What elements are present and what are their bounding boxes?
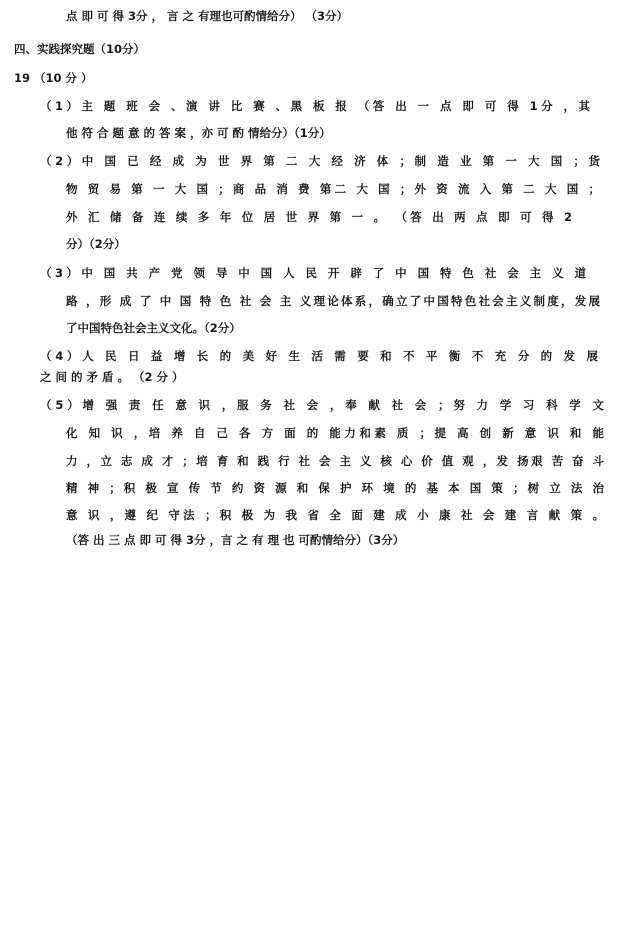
answer-2-line-3: 外 汇 储 备 连 续 多 年 位 居 世 界 第 一 。 （答 出 两 点 即 可 得 2: [66, 210, 572, 224]
answer-1-line-2: 他 符 合 题 意 的 答 案 ，亦 可 酌 情给分）（1分）: [66, 126, 331, 140]
answer-line-top: 点 即 可 得 3分 ， 言 之 有理也可酌情给分） （3分）: [66, 9, 349, 23]
answer-5-line-5: 意 识 ，遵 纪 守法 ；积 极 为 我 省 全 面 建 成 小 康 社 会 建 言 献 策 。: [66, 508, 604, 522]
answer-2-line-2: 物 贸 易 第 一 大 国 ；商 品 消 费 第二 大 国 ；外 资 流 入 第 二 大 国 ；: [66, 182, 600, 196]
answer-2-line-1: （2）中 国 已 经 成 为 世 界 第 二 大 经 济 体 ；制 造 业 第 一 大 国 ；货: [40, 154, 600, 168]
answer-2-line-4: 分）（2分）: [66, 237, 126, 251]
answer-1-line-1: （1）主 题 班 会 、演 讲 比 赛 、黑 板 报 （答 出 一 点 即 可 得 1分 ，其: [40, 99, 590, 113]
answer-3-line-1: （3）中 国 共 产 党 领 导 中 国 人 民 开 辟 了 中 国 特 色 社 会 主 义 道: [40, 266, 586, 280]
answer-4-line-2: 之 间 的 矛 盾 。 （2 分 ）: [40, 370, 184, 384]
answer-5-line-1: （5）增 强 责 任 意 识 ，服 务 社 会 ，奉 献 社 会 ；努 力 学 习 科 学 文: [40, 398, 604, 412]
section-title: 四、实践探究题（10分）: [14, 42, 146, 56]
answer-4-line-1: （4）人 民 日 益 增 长 的 美 好 生 活 需 要 和 不 平 衡 不 充 分 的 发 展: [40, 349, 598, 363]
answer-5-line-3: 力 ，立 志 成 才 ；培 育 和 践 行 社 会 主 义 核 心 价 值 观 ，发 扬艰 苦 奋 斗: [66, 454, 604, 468]
answer-5-line-2: 化 知 识 ，培 养 自 己 各 方 面 的 能力和素 质 ；提 高 创 新 意 识 和 能: [66, 426, 604, 440]
answer-3-line-2: 路 ，形 成 了 中 国 特 色 社 会 主 义理论体系，确立了中国特色社会主义制度，发展: [66, 294, 600, 308]
answer-5-line-6: （答 出 三 点 即 可 得 3分 ，言 之 有 理 也 可酌情给分）（3分）: [66, 533, 405, 547]
answer-5-line-4: 精 神 ；积 极 宣 传 节 约 资 源 和 保 护 环 境 的 基 本 国 策 ；树 立 法 治: [66, 481, 604, 495]
question-number: 19 （10 分 ）: [14, 71, 93, 85]
answer-3-line-3: 了中国特色社会主义文化。（2分）: [66, 321, 241, 335]
